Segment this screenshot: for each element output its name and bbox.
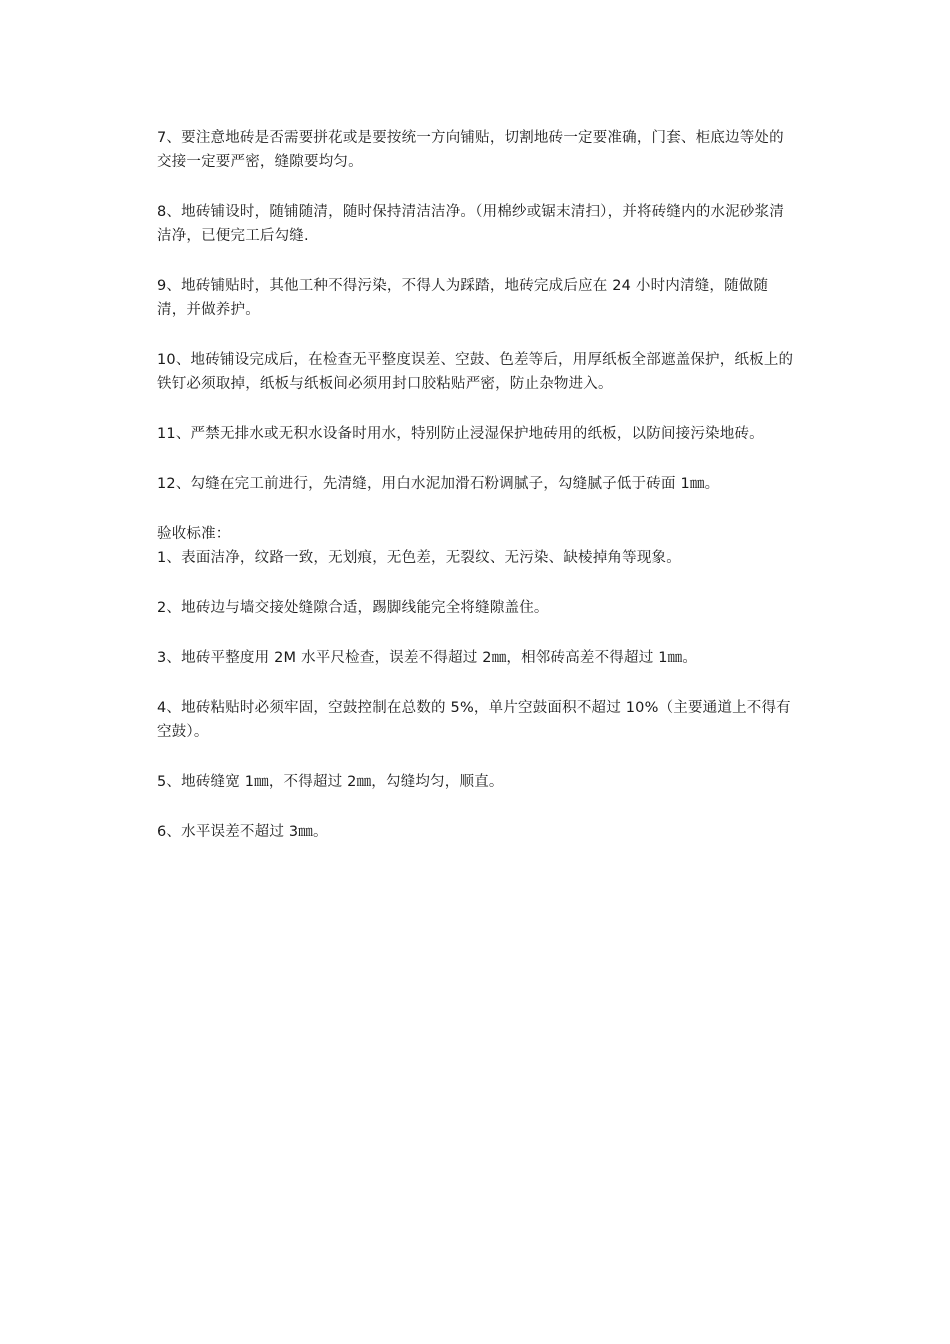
- acceptance-item-1: 1、表面洁净，纹路一致，无划痕，无色差，无裂纹、无污染、缺棱掉角等现象。: [157, 550, 681, 566]
- note-paragraph-12: 12、勾缝在完工前进行，先清缝，用白水泥加滑石粉调腻子，勾缝腻子低于砖面 1㎜。: [157, 476, 720, 492]
- note-paragraph-11: 11、严禁无排水或无积水设备时用水，特别防止浸湿保护地砖用的纸板，以防间接污染地砖。: [157, 426, 764, 442]
- document-page: [157, 126, 797, 870]
- acceptance-item-4: 4、地砖粘贴时必须牢固，空鼓控制在总数的 5%，单片空鼓面积不超过 10%（主要通道上不得有空鼓）。: [157, 700, 791, 740]
- acceptance-item-2: 2、地砖边与墙交接处缝隙合适，踢脚线能完全将缝隙盖住。: [157, 600, 549, 616]
- note-paragraph-7: 7、要注意地砖是否需要拼花或是要按统一方向铺贴，切割地砖一定要准确，门套、柜底边等处的交接一定要严密，缝隙要均匀。: [157, 130, 784, 170]
- note-paragraph-9: 9、地砖铺贴时，其他工种不得污染，不得人为踩踏，地砖完成后应在 24 小时内清缝，随做随清，并做养护。: [157, 278, 769, 318]
- acceptance-title: 验收标准：: [157, 526, 231, 542]
- note-paragraph-8: 8、地砖铺设时，随铺随清，随时保持清洁洁净。（用棉纱或锯末清扫），并将砖缝内的水泥砂浆清洁净，已便完工后勾缝.: [157, 204, 785, 244]
- note-paragraph-10: 10、地砖铺设完成后，在检查无平整度误差、空鼓、色差等后，用厚纸板全部遮盖保护，纸板上的铁钉必须取掉，纸板与纸板间必须用封口胶粘贴严密，防止杂物进入。: [157, 352, 794, 392]
- acceptance-item-5: 5、地砖缝宽 1㎜，不得超过 2㎜，勾缝均匀，顺直。: [157, 774, 504, 790]
- acceptance-item-6: 6、水平误差不超过 3㎜。: [157, 824, 328, 840]
- acceptance-item-3: 3、地砖平整度用 2M 水平尺检查，误差不得超过 2㎜，相邻砖高差不得超过 1㎜。: [157, 650, 698, 666]
